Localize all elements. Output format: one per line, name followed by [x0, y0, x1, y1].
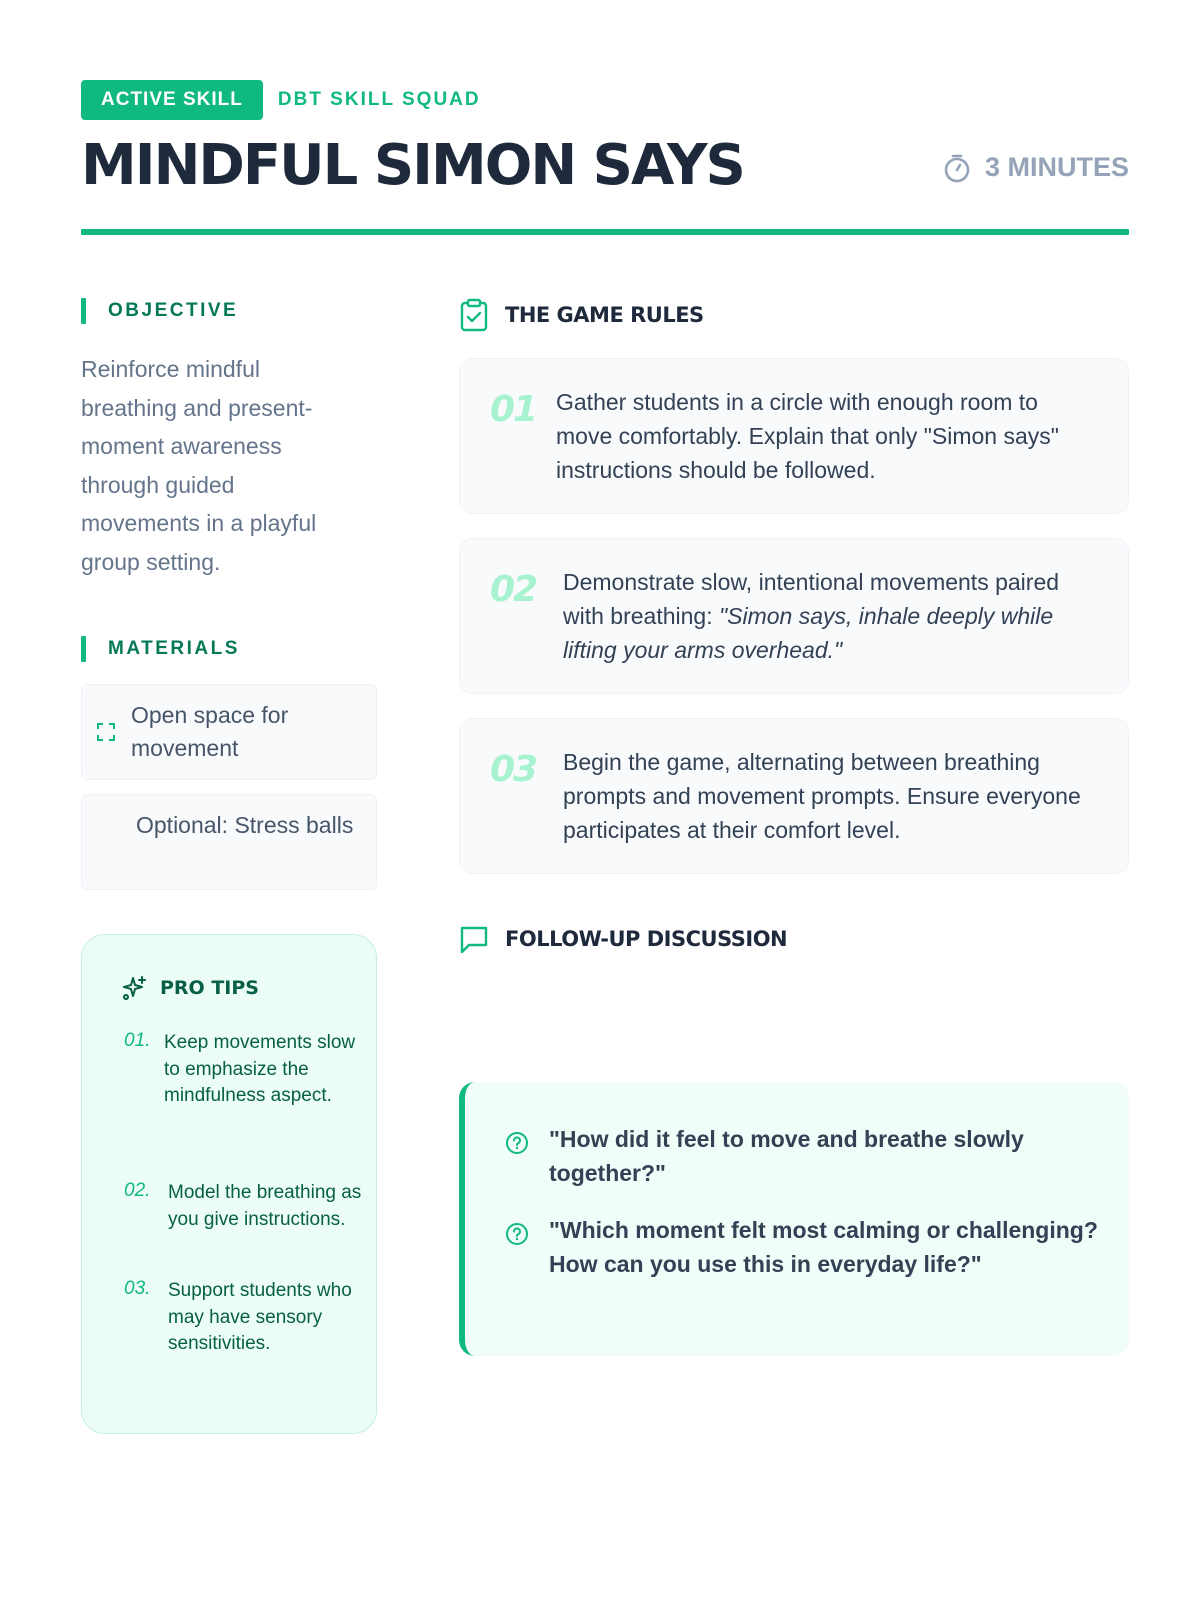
rules-heading [459, 298, 1129, 332]
header-divider [81, 229, 1129, 235]
material-label: Open space for movement [131, 702, 289, 761]
page-title: MINDFUL SIMON SAYS [81, 133, 744, 198]
left-column [81, 298, 377, 890]
rule-number: 03 [490, 749, 537, 790]
pro-tip-text: Keep movements slow to emphasize the mindfulness aspect. [164, 1032, 356, 1106]
pro-tip-text: Support students who may have sensory sensitivities. [168, 1280, 352, 1354]
title-row [81, 130, 1129, 212]
skill-badge: ACTIVE SKILL [81, 80, 263, 120]
rule-number: 01 [490, 389, 537, 430]
discussion-heading-label: FOLLOW-UP DISCUSSION [505, 927, 788, 951]
heading-accent-bar [81, 636, 86, 662]
rule-text: Gather students in a circle with enough room to move comfortably. Explain that only "Simon says" instructions should be followed. [556, 389, 1059, 483]
rule-card [459, 538, 1129, 694]
stopwatch-icon [943, 153, 971, 183]
pro-tips-heading [122, 975, 259, 1001]
pro-tip-number: 02. [124, 1180, 151, 1201]
pro-tips-heading-label: PRO TIPS [160, 977, 259, 999]
rules-heading-label: THE GAME RULES [505, 303, 704, 327]
material-label: Optional: Stress balls [136, 812, 354, 838]
help-circle-icon [505, 1131, 529, 1155]
rule-number: 02 [490, 569, 537, 610]
expand-icon [97, 723, 115, 741]
sparkles-icon [122, 975, 148, 1001]
objective-text: Reinforce mindful breathing and present-moment awareness through guided movements in a playful group setting. [81, 356, 317, 575]
discussion-question [505, 1122, 1105, 1190]
activity-card [81, 80, 1129, 1354]
right-column [459, 298, 1129, 1277]
pro-tip-text: Model the breathing as you give instructions. [168, 1182, 362, 1230]
discussion-heading [459, 922, 787, 956]
chat-bubble-icon [459, 924, 489, 954]
pro-tip-number: 03. [124, 1278, 151, 1299]
brand-name: DBT SKILL SQUAD [277, 89, 481, 110]
discussion-panel [459, 1082, 1129, 1356]
pro-tips-panel [81, 934, 377, 1434]
objective-heading-label: OBJECTIVE [108, 300, 239, 321]
heading-accent-bar [81, 298, 86, 324]
duration [943, 152, 1129, 183]
rule-card [459, 718, 1129, 874]
rule-text [563, 565, 1103, 667]
help-circle-icon [505, 1222, 529, 1246]
clipboard-check-icon [459, 298, 489, 332]
eyebrow [81, 80, 1129, 120]
discussion-question [505, 1213, 1105, 1281]
rule-quote: "Simon says, inhale deeply while lifting your arms overhead." [563, 603, 1054, 663]
materials-heading [81, 636, 377, 662]
material-item [81, 794, 377, 890]
discussion-question-text: "How did it feel to move and breathe slowly together?" [549, 1126, 1024, 1186]
rule-text: Begin the game, alternating between breathing prompts and movement prompts. Ensure everyone participates at their comfort level. [563, 749, 1081, 843]
materials-heading-label: MATERIALS [108, 638, 240, 659]
pro-tip-number: 01. [124, 1030, 151, 1051]
duration-label: 3 MINUTES [984, 152, 1129, 182]
discussion-question-text: "Which moment felt most calming or challenging? How can you use this in everyday life?" [549, 1217, 1098, 1277]
rule-text-main: Demonstrate slow, intentional movements paired with breathing: [563, 569, 1060, 629]
material-item [81, 684, 377, 780]
objective-heading [81, 298, 377, 324]
rule-card [459, 358, 1129, 514]
